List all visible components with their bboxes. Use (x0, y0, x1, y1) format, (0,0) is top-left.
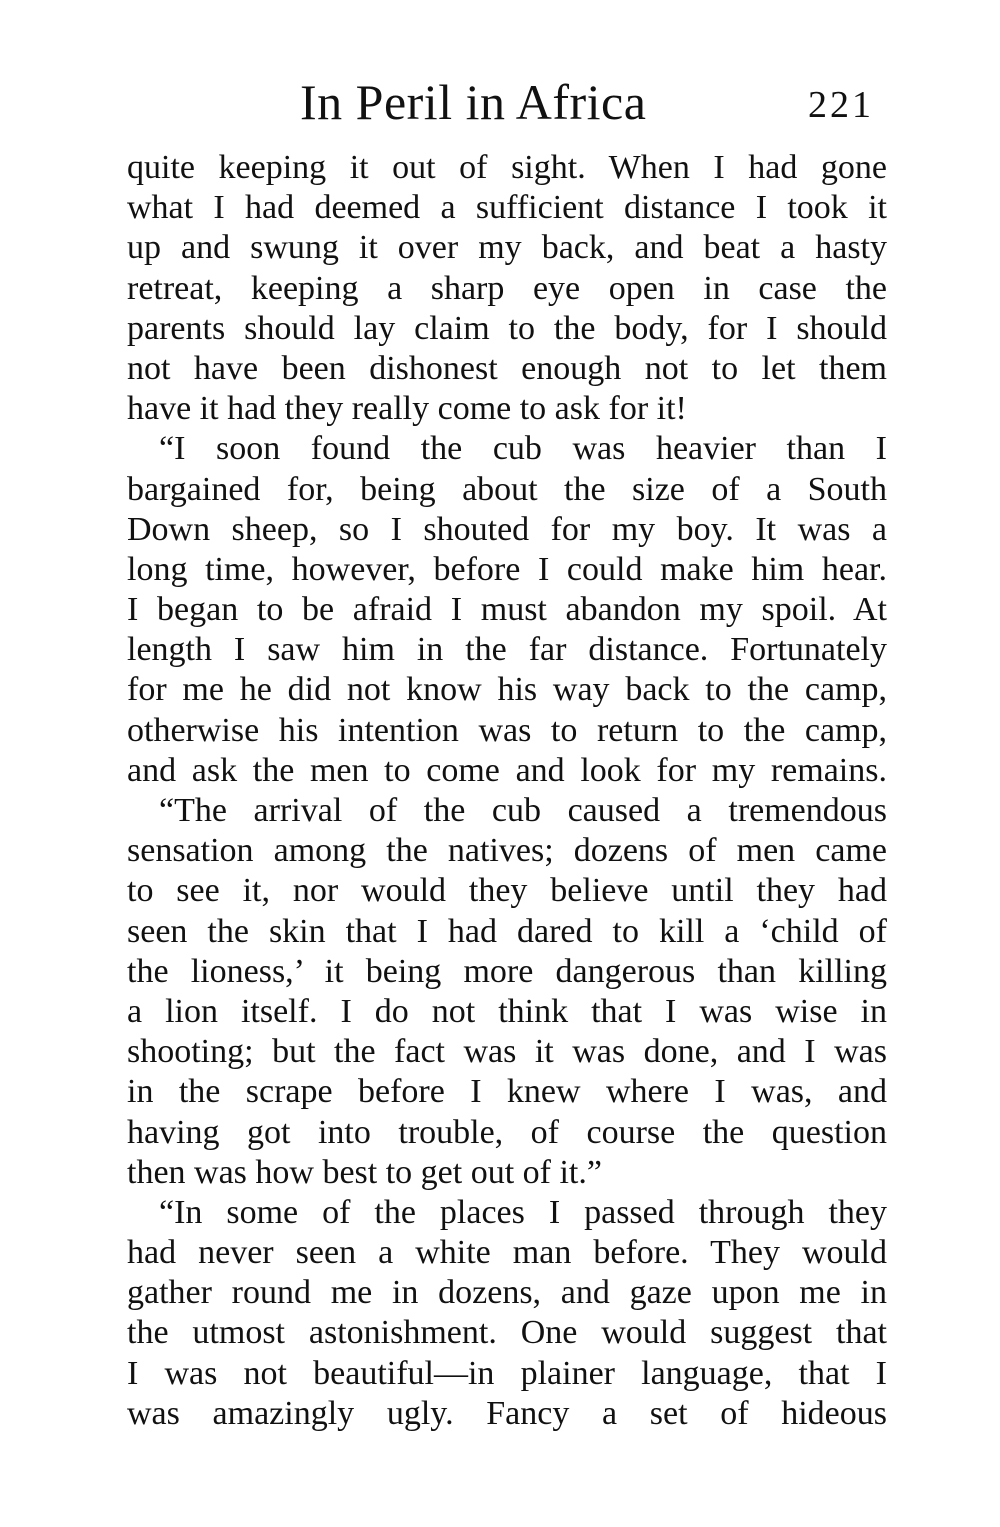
text-line: the utmost astonishment. One would suggest that (127, 1314, 887, 1352)
text-line: gather round me in dozens, and gaze upon me in (127, 1274, 887, 1312)
text-line: shooting; but the fact was it was done, and I was (127, 1033, 887, 1071)
text-line: what I had deemed a sufficient distance I took it (127, 189, 887, 227)
text-line: a lion itself. I do not think that I was wise in (127, 992, 887, 1030)
text-line: in the scrape before I knew where I was, and (127, 1073, 887, 1111)
paragraph-first-line: “The arrival of the cub caused a tremendous (159, 792, 887, 829)
text-line: up and swung it over my back, and beat a hasty (127, 229, 887, 267)
text-line: bargained for, being about the size of a South (127, 470, 887, 508)
running-title: In Peril in Africa (300, 74, 647, 130)
text-line: quite keeping it out of sight. When I had gone (127, 149, 887, 186)
text-line: having got into trouble, of course the question (127, 1113, 887, 1151)
text-line: otherwise his intention was to return to the camp, (127, 711, 887, 749)
text-line: the lioness,’ it being more dangerous than killing (127, 952, 887, 990)
text-line: and ask the men to come and look for my remains. (127, 751, 887, 789)
text-line: Down sheep, so I shouted for my boy. It was a (127, 510, 887, 548)
text-line: was amazingly ugly. Fancy a set of hideous (127, 1394, 887, 1432)
paragraph-first-line: “In some of the places I passed through they (159, 1193, 887, 1231)
text-line: for me he did not know his way back to the camp, (127, 671, 887, 709)
text-line: parents should lay claim to the body, for I should (127, 309, 887, 347)
text-line: retreat, keeping a sharp eye open in case the (127, 269, 887, 307)
text-line: I was not beautiful—in plainer language, that I (127, 1354, 887, 1392)
text-line: then was how best to get out of it.” (127, 1153, 602, 1191)
paragraph-first-line: “I soon found the cub was heavier than I (159, 430, 887, 468)
text-line: long time, however, before I could make him hear. (127, 550, 887, 588)
text-line: seen the skin that I had dared to kill a ‘child of (127, 912, 887, 950)
page-number: 221 (808, 84, 874, 126)
text-line: have it had they really come to ask for it! (127, 390, 687, 428)
text-line: not have been dishonest enough not to let them (127, 349, 887, 387)
text-line: sensation among the natives; dozens of men came (127, 832, 887, 870)
text-line: length I saw him in the far distance. Fortunately (127, 631, 887, 669)
body-text (127, 148, 887, 1434)
text-line: I began to be afraid I must abandon my spoil. At (127, 591, 887, 629)
text-line: to see it, nor would they believe until they had (127, 872, 887, 910)
text-line: had never seen a white man before. They would (127, 1234, 887, 1272)
